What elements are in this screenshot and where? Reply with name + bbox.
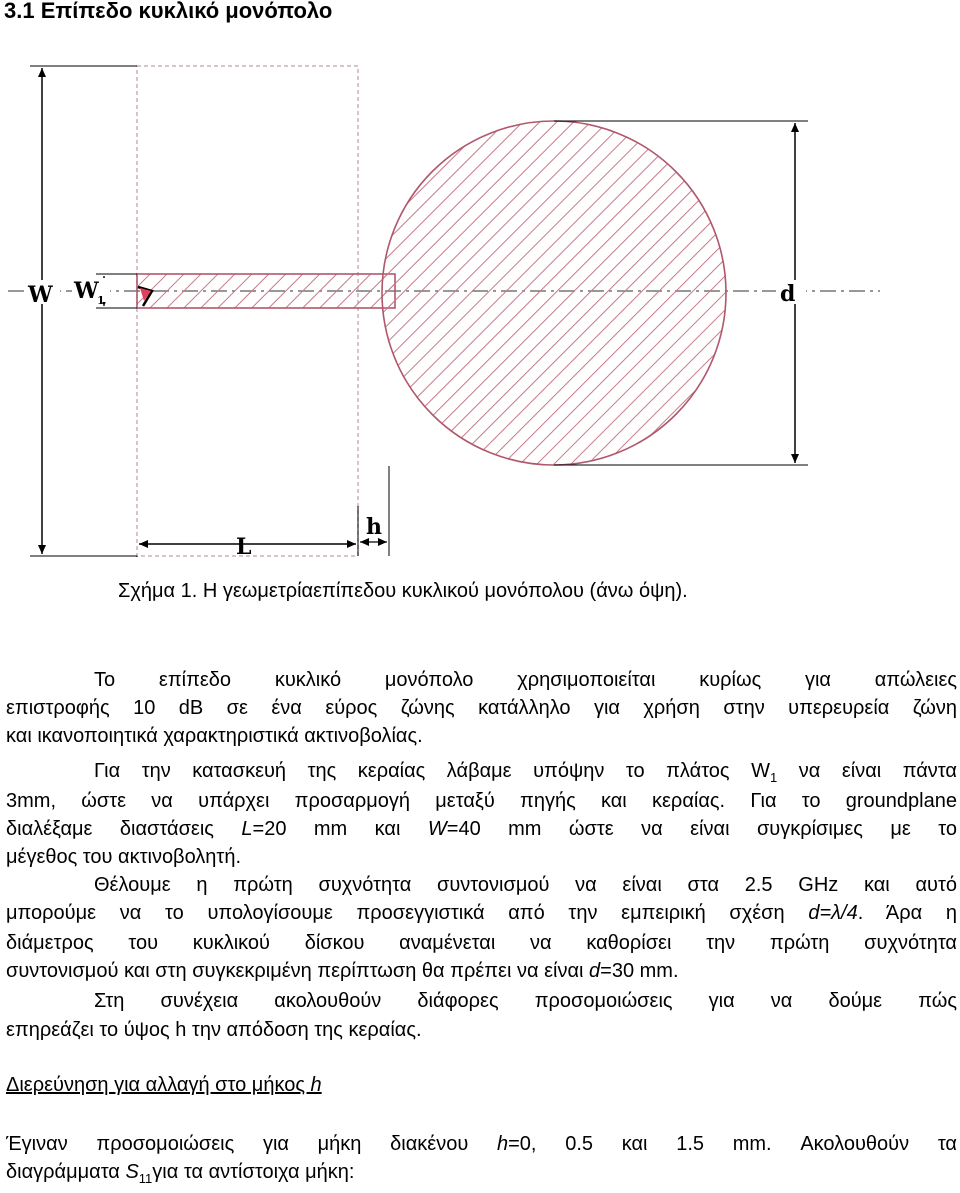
equation-d: d=λ/4: [808, 902, 858, 924]
subsection-heading: [6, 1074, 322, 1097]
body-line: διάμετρος του κυκλικού δίσκου αναμένεται να καθορίσει την πρώτη συχνότητα: [6, 932, 957, 954]
body-line: [6, 899, 957, 927]
body-line: [6, 1158, 957, 1193]
subscript-11: 11: [138, 1171, 153, 1186]
text-run: . Άρα η: [857, 902, 957, 924]
body-line: 3mm, ώστε να υπάρχει προσαρμογή μεταξύ πηγής και κεραίας. Για το groundplane: [6, 790, 957, 812]
text-run: =40 mm ώστε να είναι συγκρίσιμες με το: [446, 818, 958, 840]
label-l: L: [236, 534, 252, 560]
var-h: h: [497, 1133, 509, 1155]
var-d: d: [589, 960, 601, 982]
text-run: =20 mm και: [252, 818, 428, 840]
text-run: διαλέξαμε διαστάσεις: [6, 818, 242, 840]
body-line: [6, 815, 957, 843]
body-line: επιστροφής 10 dB σε ένα εύρος ζώνης κατάλληλο για χρήση στην υπερευρεία ζώνη: [6, 697, 957, 719]
label-w1: W: [74, 278, 99, 304]
body-line: [6, 1130, 957, 1158]
text-run: διαγράμματα: [6, 1161, 126, 1183]
text-run: =0, 0.5 και 1.5 mm. Ακολουθούν τα: [508, 1133, 957, 1155]
text-run: Διερεύνηση για αλλαγή στο μήκος: [6, 1074, 311, 1096]
body-line: Στη συνέχεια ακολουθούν διάφορες προσομοιώσεις για να δούμε πώς: [94, 990, 957, 1012]
var-w: W: [427, 818, 447, 840]
var-h: h: [310, 1074, 322, 1096]
circular-disc: [382, 121, 726, 465]
text-run: να είναι πάντα: [777, 760, 957, 782]
label-w1-subscript: 1: [97, 294, 105, 307]
label-w: W: [28, 282, 53, 308]
text-run: Έγιναν προσομοιώσεις για μήκη διακένου: [6, 1133, 497, 1155]
feed-line-strip: [137, 274, 395, 308]
body-line: μέγεθος του ακτινοβολητή.: [6, 846, 242, 868]
var-s: S: [125, 1161, 139, 1183]
text-run: για τα αντίστοιχα μήκη:: [152, 1161, 355, 1183]
text-run: συντονισμού και στη συγκεκριμένη περίπτωση θα πρέπει να είναι: [6, 960, 590, 982]
label-h: h: [366, 514, 382, 540]
body-line: και ικανοποιητικά χαρακτηριστικά ακτινοβολίας.: [6, 725, 423, 747]
body-line: Θέλουμε η πρώτη συχνότητα συντονισμού να είναι στα 2.5 GHz και αυτό: [94, 874, 957, 896]
body-line: Το επίπεδο κυκλικό μονόπολο χρησιμοποιείται κυρίως για απώλειες: [94, 669, 957, 691]
text-run: μπορούμε να το υπολογίσουμε προσεγγιστικά από την εμπειρική σχέση: [6, 902, 809, 924]
label-d: d: [780, 281, 796, 307]
var-l: L: [241, 818, 253, 840]
ground-plane-outline: [137, 66, 358, 556]
figure-caption: Σχήμα 1. Η γεωμετρίαεπίπεδου κυκλικού μονόπολου (άνω όψη).: [118, 580, 688, 602]
body-line: [6, 957, 957, 985]
antenna-geometry-figure: [0, 50, 960, 570]
section-heading: 3.1 Επίπεδο κυκλικό μονόπολο: [4, 0, 333, 23]
body-line: επηρεάζει το ύψος h την απόδοση της κεραίας.: [6, 1019, 422, 1041]
text-run: Για την κατασκευή της κεραίας λάβαμε υπόψην το πλάτος W: [94, 760, 770, 782]
subscript-1: 1: [769, 770, 778, 785]
text-run: =30 mm.: [600, 960, 679, 982]
